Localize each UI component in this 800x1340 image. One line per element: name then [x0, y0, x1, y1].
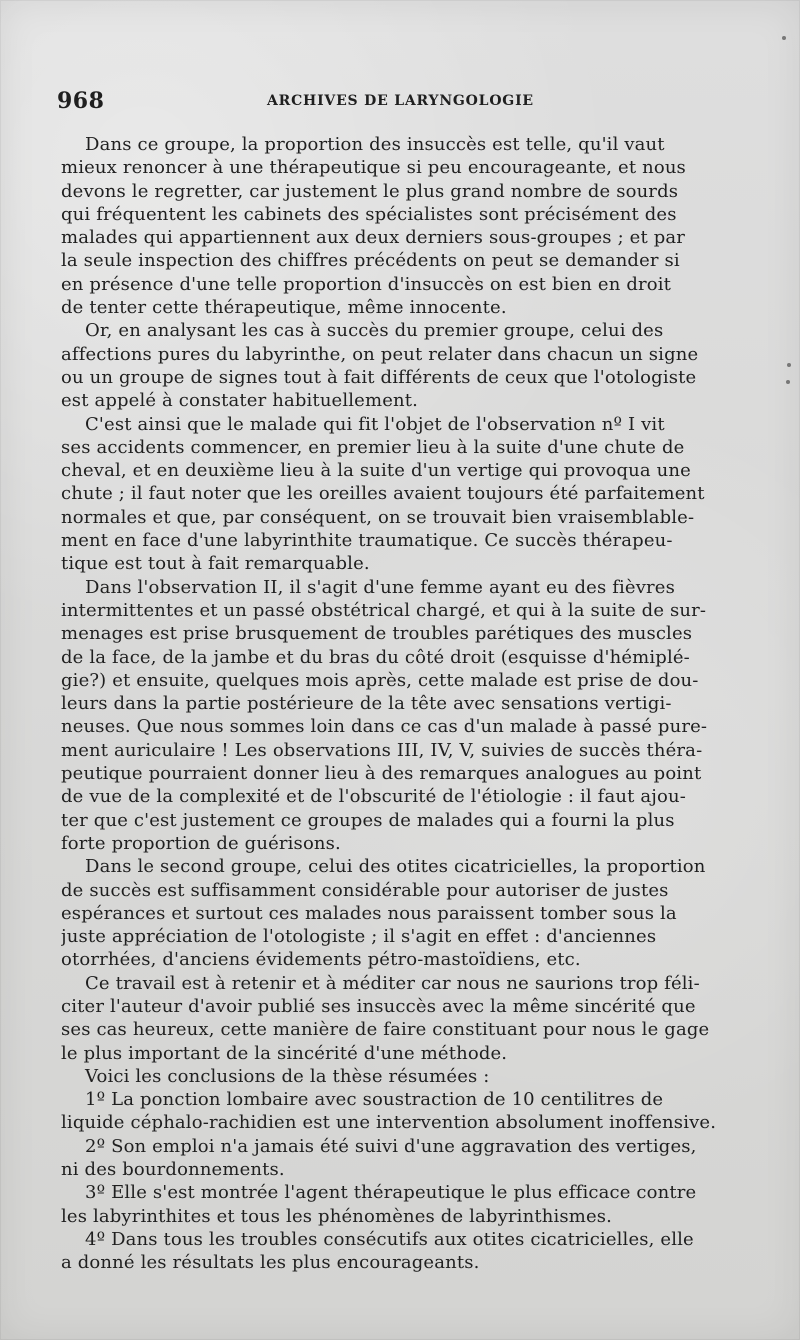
scan-mark [786, 380, 790, 384]
text-line: cheval, et en deuxième lieu à la suite d'un vertige qui provoqua une [61, 460, 691, 482]
text-line: neuses. Que nous sommes loin dans ce cas d'un malade à passé pure- [61, 716, 708, 738]
text-line: menages est prise brusquement de troubles parétiques des muscles [61, 623, 693, 645]
text-line: Ce travail est à retenir et à méditer car nous ne saurions trop féli- [85, 972, 700, 994]
text-line: mieux renoncer à une thérapeutique si peu encourageante, et nous [61, 157, 686, 179]
text-line: de tenter cette thérapeutique, même innocente. [61, 297, 507, 319]
text-line: le plus important de la sincérité d'une méthode. [61, 1042, 508, 1064]
page-number: 968 [57, 88, 105, 114]
text-line: la seule inspection des chiffres précédents on peut se demander si [61, 250, 680, 272]
text-line: tique est tout à fait remarquable. [61, 553, 370, 575]
text-line: ou un groupe de signes tout à fait différents de ceux que l'otologiste [61, 366, 697, 388]
text-line: devons le regretter, car justement le plus grand nombre de sourds [61, 180, 679, 202]
text-line: ses cas heureux, cette manière de faire constituant pour nous le gage [61, 1019, 710, 1041]
text-line: 2º Son emploi n'a jamais été suivi d'une aggravation des vertiges, [85, 1135, 697, 1157]
text-line: C'est ainsi que le malade qui fit l'objet de l'observation nº I vit [85, 413, 665, 435]
text-line: a donné les résultats les plus encourageants. [61, 1252, 480, 1274]
text-line: ter que c'est justement ce groupes de malades qui a fourni la plus [61, 809, 675, 831]
scan-mark [787, 363, 791, 367]
text-line: ses accidents commencer, en premier lieu à la suite d'une chute de [61, 436, 685, 458]
text-line: 1º La ponction lombaire avec soustraction de 10 centilitres de [85, 1089, 664, 1111]
body-text [61, 133, 751, 1275]
text-line: les labyrinthites et tous les phénomènes de labyrinthismes. [61, 1205, 613, 1227]
text-line: gie?) et ensuite, quelques mois après, cette malade est prise de dou- [61, 669, 699, 691]
text-line: ni des bourdonnements. [61, 1159, 285, 1181]
text-line: en présence d'une telle proportion d'insuccès on est bien en droit [61, 273, 672, 295]
text-line: est appelé à constater habituellement. [61, 390, 418, 412]
text-line: Voici les conclusions de la thèse résumées : [85, 1065, 490, 1087]
text-line: 3º Elle s'est montrée l'agent thérapeutique le plus efficace contre [85, 1182, 697, 1204]
scan-mark [782, 36, 786, 40]
text-line: forte proportion de guérisons. [61, 832, 341, 854]
text-line: ment en face d'une labyrinthite traumatique. Ce succès thérapeu- [61, 530, 673, 552]
text-line: chute ; il faut noter que les oreilles avaient toujours été parfaitement [61, 483, 705, 505]
text-line: 4º Dans tous les troubles consécutifs aux otites cicatricielles, elle [85, 1228, 694, 1250]
text-line: Dans ce groupe, la proportion des insuccès est telle, qu'il vaut [85, 134, 665, 155]
text-line: affections pures du labyrinthe, on peut relater dans chacun un signe [61, 343, 699, 365]
text-line: peutique pourraient donner lieu à des remarques analogues au point [61, 763, 702, 785]
running-title: ARCHIVES DE LARYNGOLOGIE [267, 93, 534, 109]
text-line: citer l'auteur d'avoir publié ses insuccès avec la même sincérité que [61, 995, 696, 1017]
text-line: Or, en analysant les cas à succès du premier groupe, celui des [85, 320, 664, 342]
text-line: espérances et surtout ces malades nous paraissent tomber sous la [61, 902, 677, 924]
text-line: de vue de la complexité et de l'obscurité de l'étiologie : il faut ajou- [61, 786, 686, 808]
text-line: qui fréquentent les cabinets des spécialistes sont précisément des [61, 203, 677, 225]
text-line: liquide céphalo-rachidien est une intervention absolument inoffensive. [61, 1112, 717, 1134]
text-line: ment auriculaire ! Les observations III, IV, V, suivies de succès théra- [61, 739, 703, 761]
text-line: de succès est suffisamment considérable pour autoriser de justes [61, 879, 669, 901]
text-line: de la face, de la jambe et du bras du côté droit (esquisse d'hémiplé- [61, 646, 690, 668]
text-line: malades qui appartiennent aux deux derniers sous-groupes ; et par [61, 227, 686, 249]
page-header [57, 88, 743, 114]
text-line: juste appréciation de l'otologiste ; il s'agit en effet : d'anciennes [61, 926, 657, 948]
text-line: leurs dans la partie postérieure de la tête avec sensations vertigi- [61, 693, 672, 715]
text-line: Dans l'observation II, il s'agit d'une femme ayant eu des fièvres [85, 576, 675, 598]
text-line: otorrhées, d'anciens évidements pétro-mastoïdiens, etc. [61, 949, 581, 971]
text-line: intermittentes et un passé obstétrical chargé, et qui à la suite de sur- [61, 599, 707, 621]
text-line: normales et que, par conséquent, on se trouvait bien vraisemblable- [61, 506, 695, 528]
text-line: Dans le second groupe, celui des otites cicatricielles, la proportion [85, 856, 706, 878]
